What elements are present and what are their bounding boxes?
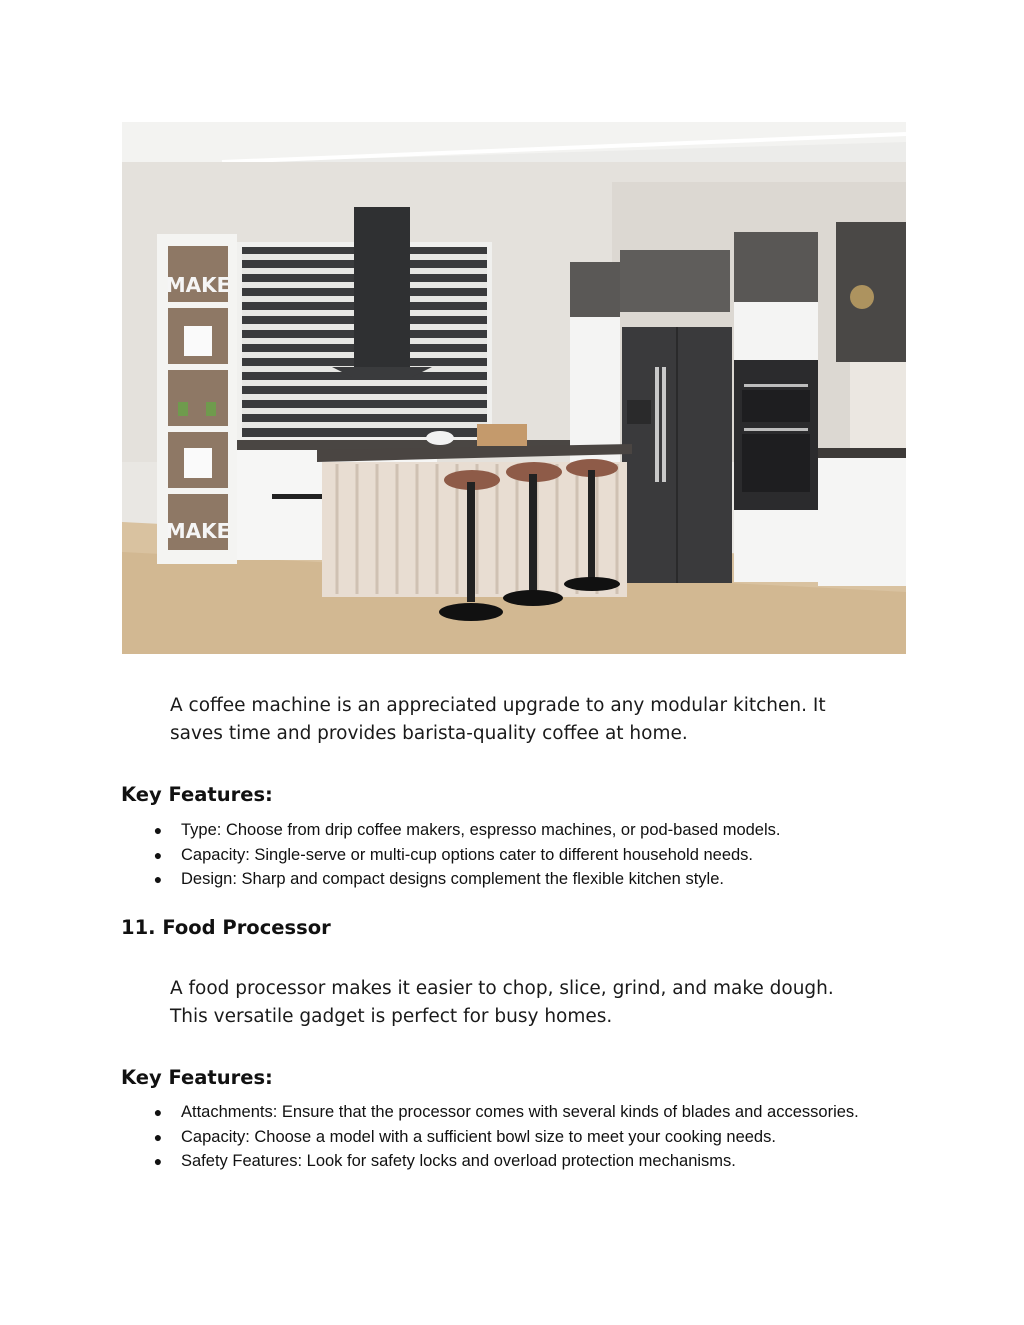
food-processor-intro-paragraph: A food processor makes it easier to chop, slice, grind, and make dough. This versatile gadget is perfect for busy homes. — [170, 978, 834, 1027]
coffee-features-list — [150, 818, 870, 892]
list-item: ● Design: Sharp and compact designs complement the flexible kitchen style. — [150, 867, 870, 892]
built-in-ovens — [734, 360, 818, 510]
bullet-icon: ● — [153, 846, 163, 863]
kitchen-illustration — [122, 122, 906, 654]
bullet-icon: ● — [153, 1128, 163, 1145]
bullet-icon: ● — [153, 871, 163, 887]
list-item: ● Type: Choose from drip coffee makers, espresso machines, or pod-based models. — [150, 818, 870, 843]
bullet-icon: ● — [153, 822, 163, 838]
list-item: ● Capacity: Choose a model with a sufficient bowl size to meet your cooking needs. — [150, 1125, 870, 1150]
kitchen-image — [122, 122, 906, 654]
bullet-icon: ● — [153, 1104, 163, 1120]
coffee-key-features-heading: Key Features: — [121, 783, 273, 806]
shelf-boxes — [166, 246, 231, 550]
bullet-icon: ● — [153, 1153, 163, 1169]
list-item: ● Attachments: Ensure that the processor comes with several kinds of blades and accessories. — [150, 1100, 870, 1125]
food-processor-features-list — [150, 1100, 870, 1174]
coffee-intro-paragraph: A coffee machine is an appreciated upgrade to any modular kitchen. It saves time and provides barista-quality coffee at home. — [170, 695, 826, 744]
list-item: ● Capacity: Single-serve or multi-cup options cater to different household needs. — [150, 843, 870, 868]
food-processor-key-features-heading: Key Features: — [121, 1066, 273, 1089]
refrigerator — [622, 327, 732, 583]
list-item: ● Safety Features: Look for safety locks and overload protection mechanisms. — [150, 1149, 870, 1174]
make-sign-bottom: MAKE — [165, 519, 231, 543]
food-processor-title: 11. Food Processor — [121, 916, 331, 939]
make-sign-top: MAKE — [165, 273, 231, 297]
